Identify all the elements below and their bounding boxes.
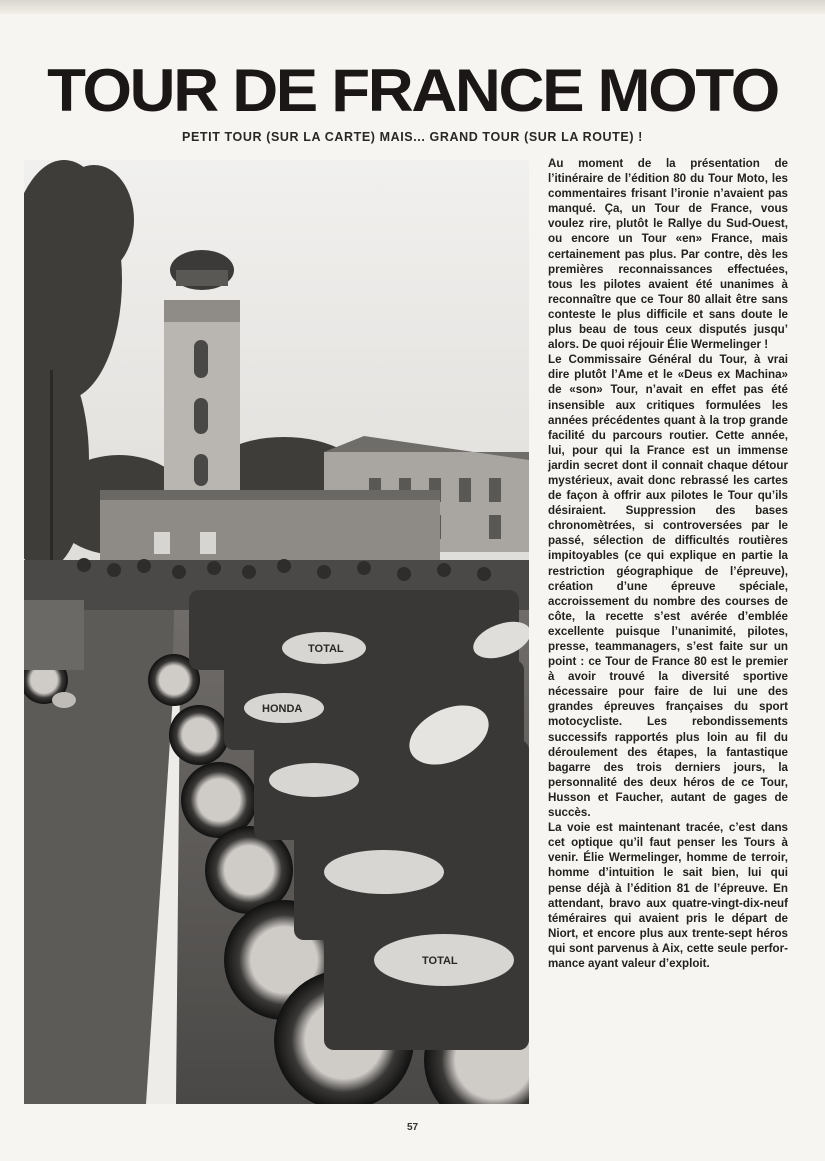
top-print-band bbox=[0, 0, 825, 14]
article-body bbox=[548, 156, 788, 971]
tank-label: HONDA bbox=[262, 703, 303, 715]
page-subtitle: PETIT TOUR (SUR LA CARTE) MAIS... GRAND TOUR (SUR LA ROUTE) ! bbox=[182, 130, 643, 144]
page-title: TOUR DE FRANCE MOTO bbox=[47, 57, 778, 124]
article-paragraph: La voie est maintenant tracée, c’est dans cet optique qu’il faut penser les Tours à venir. Élie Wermelinger, homme de terroir, homme d’intuition le sait bien, lui qui pense déjà à l’édition 81 de l’épreuve. En attendant, bravo aux quatre-vingt-dix-neuf téméraires qui avaient pris le départ de Niort, et encore plus aux trente-sept héros qui sont parvenus à Aix, cette seule performance ayant valeur d’exploit. bbox=[548, 821, 788, 970]
tank-label: TOTAL bbox=[422, 955, 458, 967]
tank-label: TOTAL bbox=[308, 643, 344, 655]
article-paragraph: Le Commissaire Général du Tour, à vrai dire plutôt l’Ame et le «Deus ex Machina» de «son» Tour, n’avait en effet pas été insensible aux critiques formulées les années précédentes quant à la trop grande facilité du parcours routier. Cette année, lui, pour qui la France est un immense jardin secret dont il connait chaque détour mystérieux, avait donc rebrassé les cartes de façon à offrir aux pilotes le Tour qu’ils désiraient. Suppression des bases chronomètrées, si controversées par le passé, sélection de difficultés routières impitoyables (ce qui explique en partie la restriction géographique de l’épreuve), création d’une épreuve spéciale, accroissement du nombre des courses de côte, la recette s’est avérée d’emblée excellente puisque l’unanimité, pilotes, presse, teammanagers, s’est faite sur un point : ce Tour de France 80 est le premier à avoir trouvé la diversité sportive nécessaire pour faire de lui une des grandes épreuves françaises du sport motocycliste. Les rebondissements successifs rapportés plus loin au fil du déroulement des étapes, la fantastique bagarre des trois derniers jours, la personnalité des deux héros de ce Tour, Husson et Faucher, autant de gages de succès. bbox=[548, 353, 788, 820]
article-paragraph: Au moment de la présentation de l’itinéraire de l’édition 80 du Tour Moto, les commentaires frisant l’ironie n’avaient pas manqué. Ça, un Tour de France, vous voulez rire, plutôt le Rallye du Sud-Ouest, ou encore un Tour «en» France, mais certainement pas plus. Par contre, dès les premières reconnaissances effectuées, tous les pilotes avaient été unanimes à reconnaître que ce Tour 80 allait être sans conteste le plus difficile et sans doute le plus beau de tous ceux disputés jusqu’ alors. De quoi réjouir Élie Wermelinger ! bbox=[548, 157, 788, 352]
motorcycles-photo bbox=[24, 160, 529, 1104]
page-number: 57 bbox=[406, 1122, 419, 1133]
